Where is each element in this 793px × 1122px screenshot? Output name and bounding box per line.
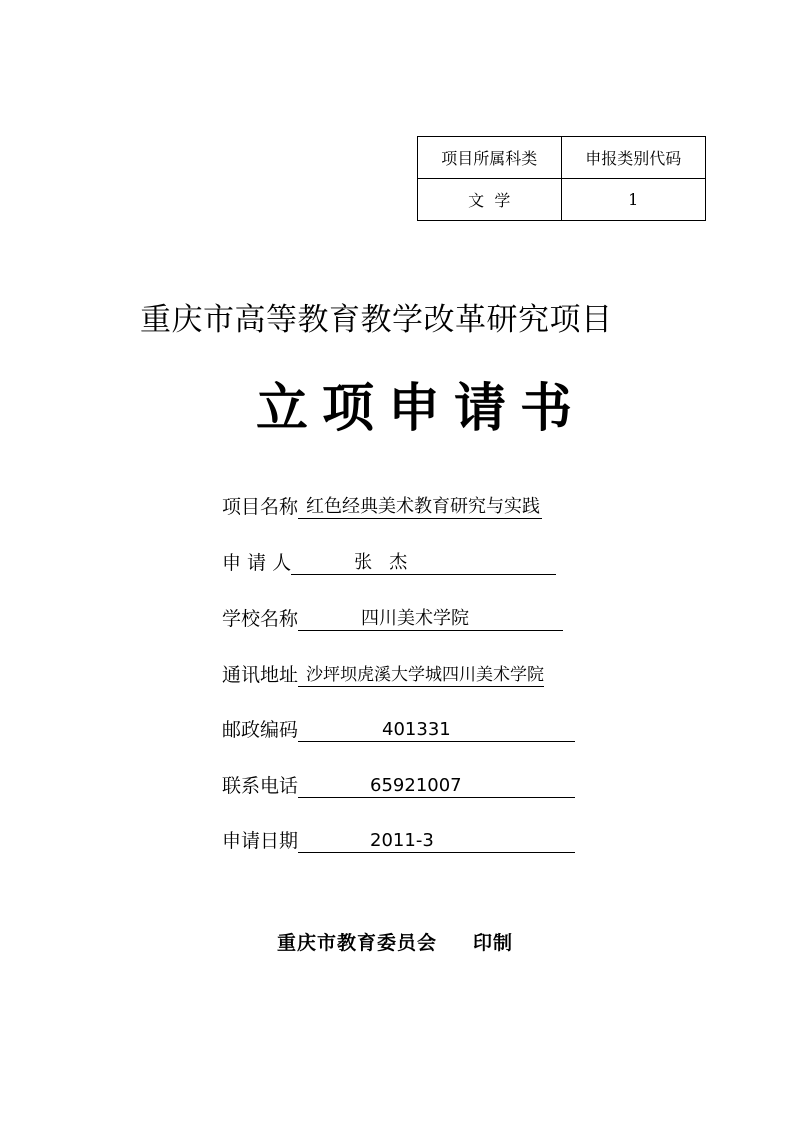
- applicant-value: 张 杰: [291, 552, 556, 575]
- address-label: 通讯地址: [222, 664, 299, 686]
- footer-org: 重庆市教育委员会: [277, 932, 438, 954]
- classification-value-row: [418, 179, 706, 221]
- phone-value: 65921007: [298, 775, 575, 798]
- subject-value: 文 学: [418, 179, 562, 221]
- footer-action: 印制: [473, 932, 514, 954]
- phone-label: 联系电话: [222, 775, 299, 797]
- date-label: 申请日期: [222, 830, 299, 852]
- project-name-label: 项目名称: [222, 496, 299, 518]
- classification-table: [417, 136, 706, 221]
- subject-header: 项目所属科类: [418, 137, 562, 179]
- school-row: [222, 603, 563, 631]
- address-row: [222, 659, 544, 687]
- date-value: 2011-3: [298, 830, 575, 853]
- school-value: 四川美术学院: [298, 608, 563, 631]
- applicant-label: 申 请 人: [222, 552, 292, 574]
- date-row: [222, 825, 575, 853]
- postcode-row: [222, 714, 575, 742]
- code-header: 申报类别代码: [561, 137, 705, 179]
- page-subtitle: 立项申请书: [256, 378, 587, 439]
- code-value: 1: [561, 179, 705, 221]
- project-name-row: [222, 491, 542, 519]
- school-label: 学校名称: [222, 608, 299, 630]
- classification-header-row: [418, 137, 706, 179]
- page-title: 重庆市高等教育教学改革研究项目: [140, 302, 613, 338]
- footer-publisher: [277, 928, 513, 955]
- applicant-row: [222, 547, 556, 575]
- phone-row: [222, 770, 575, 798]
- project-name-value: 红色经典美术教育研究与实践: [298, 496, 542, 519]
- address-value: 沙坪坝虎溪大学城四川美术学院: [298, 664, 544, 687]
- postcode-value: 401331: [298, 719, 575, 742]
- postcode-label: 邮政编码: [222, 719, 299, 741]
